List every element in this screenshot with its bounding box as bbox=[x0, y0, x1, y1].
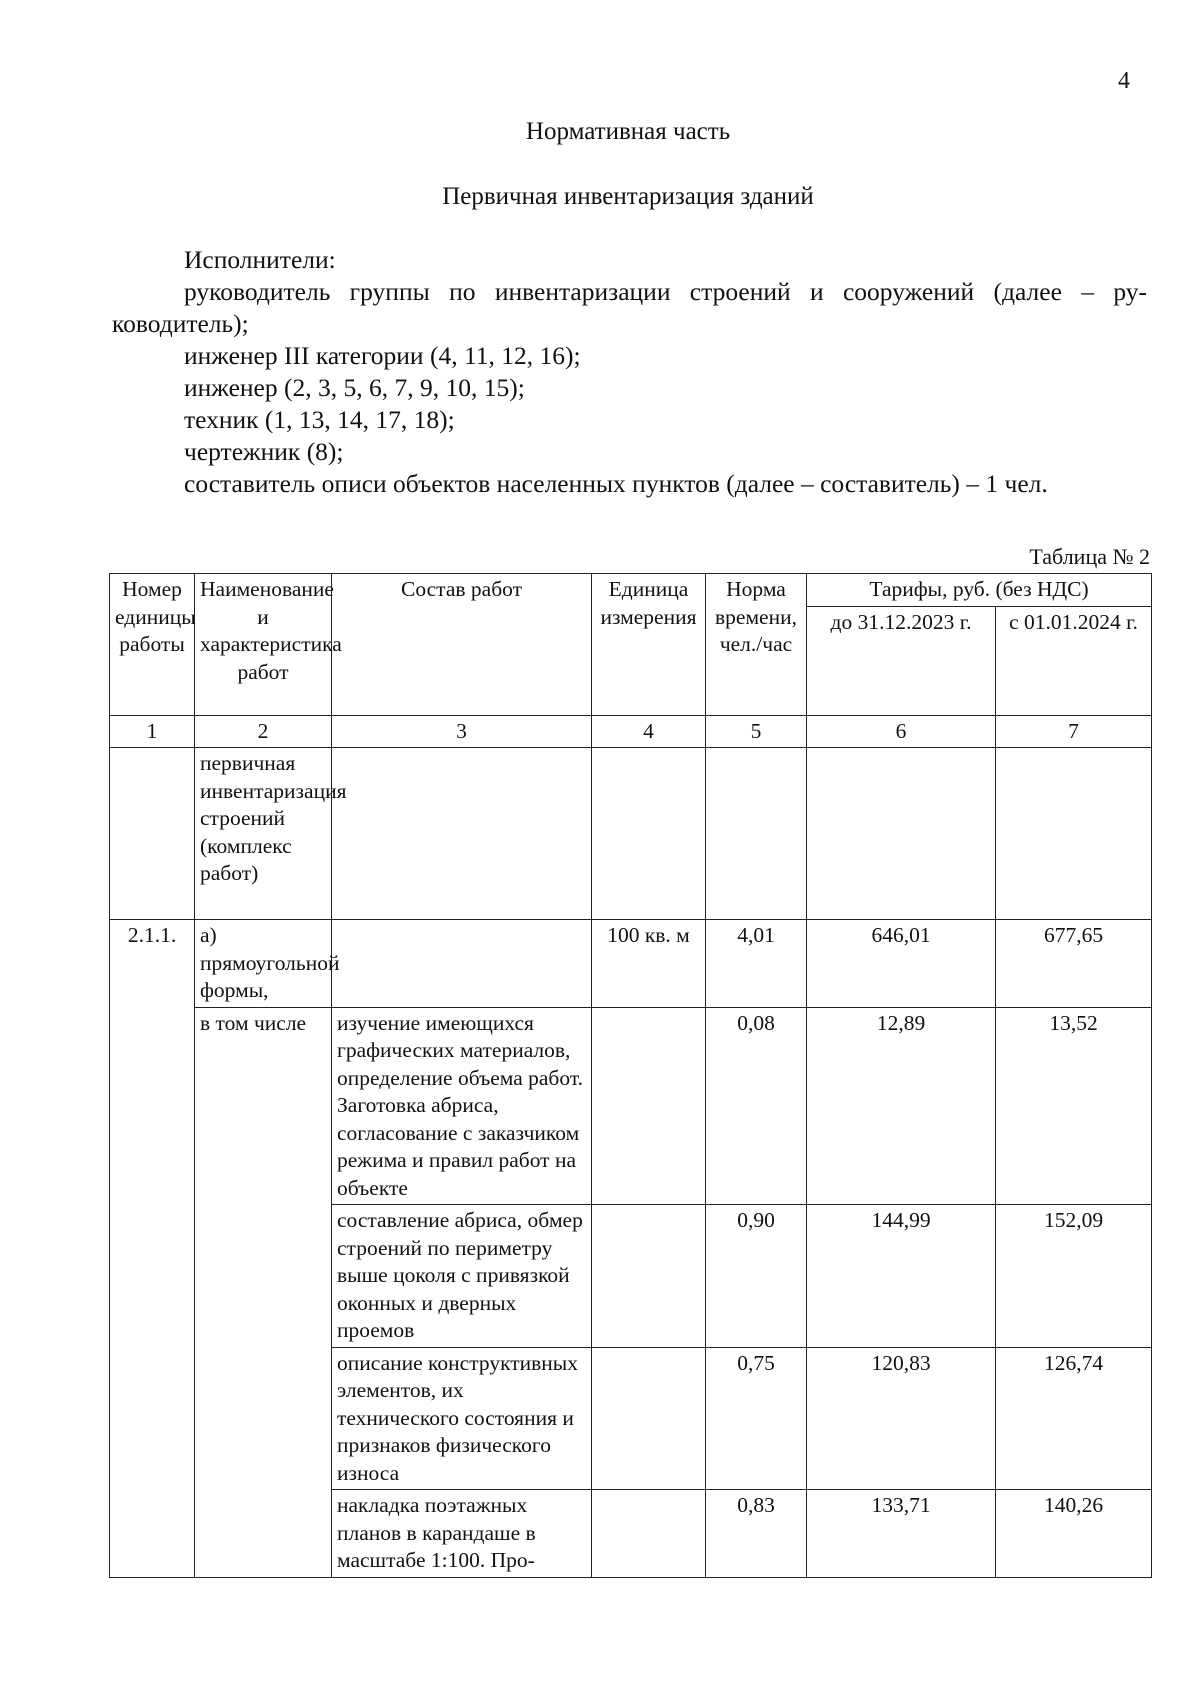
column-number: 5 bbox=[706, 715, 807, 748]
tariff-table bbox=[109, 573, 1152, 1578]
cell-tariff-2024: 152,09 bbox=[996, 1205, 1152, 1348]
cell-measure-unit bbox=[592, 1347, 706, 1490]
performers-block bbox=[112, 244, 1147, 500]
subsection-heading: Первичная инвентаризация зданий bbox=[442, 183, 814, 210]
page-number: 4 bbox=[1118, 68, 1130, 94]
performer-line: ководитель); bbox=[112, 309, 249, 338]
header-tariff-from-2024: с 01.01.2024 г. bbox=[996, 606, 1152, 715]
cell-work: составление абриса, обмер строений по периметру выше цоколя с привязкой оконных и дверных проемов bbox=[332, 1205, 592, 1348]
header-tariff-until-2023: до 31.12.2023 г. bbox=[807, 606, 996, 715]
cell-measure-unit: 100 кв. м bbox=[592, 920, 706, 1008]
cell-work: изучение имеющихся графических материалов, определение объема работ. Заготовка абриса, согласование с заказчиком режима и правил работ на объекте bbox=[332, 1007, 592, 1205]
cell-name: в том числе bbox=[195, 1007, 332, 1577]
cell-tariff-2024: 677,65 bbox=[996, 920, 1152, 1008]
cell-tariff-2023 bbox=[807, 748, 996, 920]
column-number: 6 bbox=[807, 715, 996, 748]
header-tariffs: Тарифы, руб. (без НДС) bbox=[807, 574, 1152, 607]
cell-time-norm: 0,83 bbox=[706, 1490, 807, 1578]
cell-measure-unit bbox=[592, 1007, 706, 1205]
cell-tariff-2023: 120,83 bbox=[807, 1347, 996, 1490]
column-number: 3 bbox=[332, 715, 592, 748]
table-caption: Таблица № 2 bbox=[1029, 544, 1150, 569]
cell-work bbox=[332, 748, 592, 920]
cell-tariff-2024: 140,26 bbox=[996, 1490, 1152, 1578]
header-name: Наименование и характеристика работ bbox=[195, 574, 332, 716]
column-number: 2 bbox=[195, 715, 332, 748]
header-unit-number: Номер единицы работы bbox=[110, 574, 195, 716]
header-measure-unit: Единица измерения bbox=[592, 574, 706, 716]
column-number: 4 bbox=[592, 715, 706, 748]
cell-name: а) прямоугольной формы, bbox=[195, 920, 332, 1008]
cell-time-norm: 4,01 bbox=[706, 920, 807, 1008]
cell-time-norm: 0,75 bbox=[706, 1347, 807, 1490]
cell-measure-unit bbox=[592, 748, 706, 920]
cell-tariff-2024: 13,52 bbox=[996, 1007, 1152, 1205]
section-heading: Нормативная часть bbox=[525, 118, 731, 145]
header-work-composition: Состав работ bbox=[332, 574, 592, 716]
cell-time-norm: 0,90 bbox=[706, 1205, 807, 1348]
cell-measure-unit bbox=[592, 1205, 706, 1348]
cell-work bbox=[332, 920, 592, 1008]
cell-unit-number: 2.1.1. bbox=[110, 920, 195, 1578]
performer-line: инженер III категории (4, 11, 12, 16); bbox=[184, 341, 581, 370]
performer-line: техник (1, 13, 14, 17, 18); bbox=[184, 405, 455, 434]
column-number: 7 bbox=[996, 715, 1152, 748]
cell-time-norm: 0,08 bbox=[706, 1007, 807, 1205]
table-row bbox=[110, 920, 1152, 1008]
performer-line: инженер (2, 3, 5, 6, 7, 9, 10, 15); bbox=[184, 373, 525, 402]
cell-tariff-2023: 133,71 bbox=[807, 1490, 996, 1578]
cell-work: описание конструктивных элементов, их технического состояния и признаков физического износа bbox=[332, 1347, 592, 1490]
header-time-norm: Норма времени, чел./час bbox=[706, 574, 807, 716]
cell-tariff-2024: 126,74 bbox=[996, 1347, 1152, 1490]
cell-work: накладка поэтажных планов в карандаше в масштабе 1:100. Про- bbox=[332, 1490, 592, 1578]
performers-label: Исполнители: bbox=[184, 245, 336, 274]
performer-line: чертежник (8); bbox=[184, 437, 344, 466]
cell-tariff-2023: 144,99 bbox=[807, 1205, 996, 1348]
column-number: 1 bbox=[110, 715, 195, 748]
cell-tariff-2023: 646,01 bbox=[807, 920, 996, 1008]
cell-tariff-2024 bbox=[996, 748, 1152, 920]
performer-line: составитель описи объектов населенных пунктов (далее – составитель) – 1 чел. bbox=[184, 469, 1048, 498]
cell-time-norm bbox=[706, 748, 807, 920]
performer-line: руководитель группы по инвентаризации строений и сооружений (далее – ру- bbox=[184, 277, 1147, 306]
table-row bbox=[110, 748, 1152, 920]
cell-name: первичная инвентаризация строений (комплекс работ) bbox=[195, 748, 332, 920]
cell-unit-number bbox=[110, 748, 195, 920]
cell-tariff-2023: 12,89 bbox=[807, 1007, 996, 1205]
cell-measure-unit bbox=[592, 1490, 706, 1578]
table-row bbox=[110, 1007, 1152, 1205]
